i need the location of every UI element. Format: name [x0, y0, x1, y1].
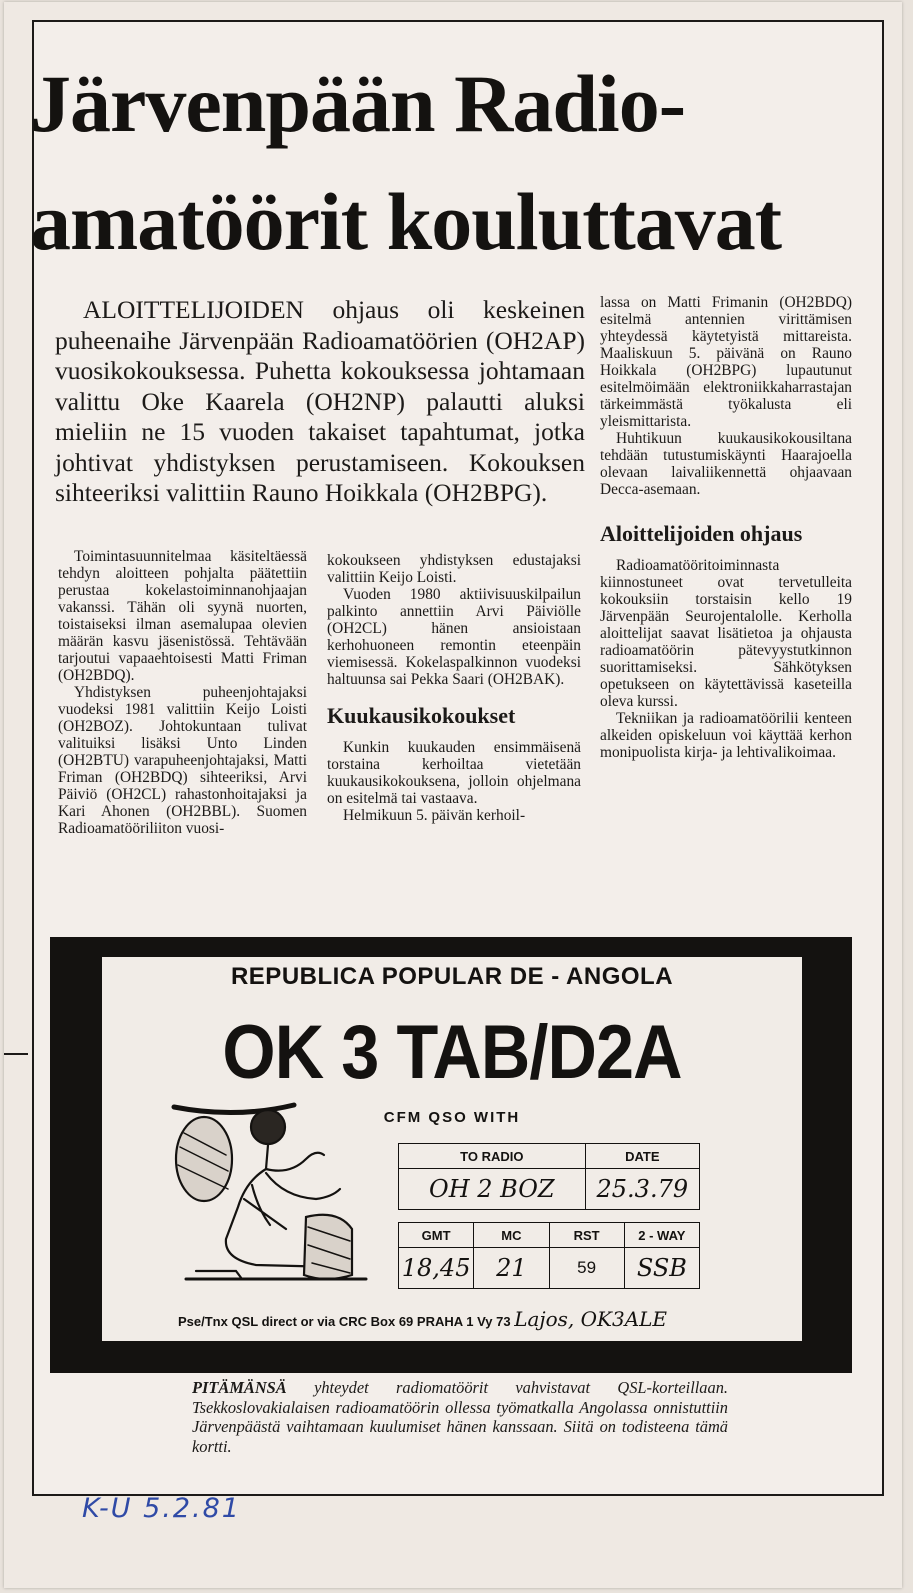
- headline-line-1: Järvenpään Radio-: [30, 58, 686, 149]
- column-3-paragraph-3: Radioamatööritoiminnasta kiinnostuneet ovat tervetulleita kokouksiin torstaisin kello 19 Järvenpään Seurojentalolle. Kerholla aloittelijat saavat lisätietoa ja ohjausta radioamatöörin pätevyystutkinnon suorittamiseksi. Sähkötyksen opetukseen on käytettävissä kaseteilla oleva kurssi.: [600, 557, 852, 710]
- qsl-callsign: OK 3 TAB/D2A: [222, 1010, 682, 1095]
- qsl-confirm-label: CFM QSO WITH: [383, 1109, 521, 1126]
- column-2-paragraph-4: Helmikuun 5. päivän kerhoil-: [343, 807, 526, 824]
- column-2: [327, 552, 581, 824]
- column-2-paragraph-1: kokoukseen yhdistyksen edustajaksi valittiin Keijo Loisti.: [327, 552, 581, 586]
- qsl-date-label: DATE: [585, 1144, 699, 1169]
- photo-caption: [192, 1378, 728, 1456]
- qsl-mc-value: 21: [474, 1248, 549, 1289]
- column-1-paragraph-1: Toimintasuunnitelmaa käsiteltäessä tehdyn aloitteen pohjalta päätettiin perustaa kokelastoiminnanohjaajan vakanssi. Tähän oli syynä nuorten, toistaiseksi ilman asemalupaa olevien määrän kasvu jäsenistössä. Tehtävään tarjoutui vapaaehtoisesti Matti Friman (OH2BDQ).: [58, 548, 307, 684]
- column-3: [600, 294, 852, 761]
- qsl-to-radio-label: TO RADIO: [399, 1144, 586, 1169]
- qsl-card: [102, 957, 802, 1341]
- column-2-paragraph-2: Vuoden 1980 aktiivisuuskilpailun palkinto annettiin Arvi Päiviölle (OH2CL) hänen ansioistaan kerhohuoneen remontin eteenpäin viemisessä. Kokelaspalkinnon vuodeksi haltuunsa sai Pekka Saari (OH2BAK).: [327, 586, 581, 688]
- qsl-2way-label: 2 - WAY: [624, 1223, 699, 1248]
- column-3-paragraph-4: Tekniikan ja radioamatöörilii kenteen alkeiden opiskeluun voi käyttää kerhon monipuolista kirja- ja lehtivalikoimaa.: [600, 710, 852, 761]
- margin-mark: [4, 1053, 28, 1055]
- column-2-paragraph-3: Kunkin kuukauden ensimmäisenä torstaina kerhoiltaa vietetään kuukausikokouksena, jolloin ohjelmana on esitelmä tai vastaava.: [327, 739, 581, 807]
- qsl-rst-value: 59: [549, 1248, 624, 1289]
- caption-text: yhteydet radiomatöörit vahvistavat QSL-korteillaan. Tsekkoslovakialaisen radioamatöörin ollessa työmatkalla Angolassa onnistuttiin Järvenpäästä vaihtamaan kuulumiset hänen kanssaan. Siitä on todisteena tämä kortti.: [192, 1378, 728, 1456]
- headline: [30, 45, 830, 281]
- qsl-card-photo: [50, 937, 852, 1373]
- drummer-illustration: [166, 1089, 376, 1289]
- qsl-2way-value: SSB: [624, 1248, 699, 1289]
- column-3-paragraph-2: Huhtikuun kuukausikokousiltana tehdään tutustumiskäynti Haarajoella olevaan laivaliikennettä ohjaavaan Decca-asemaan.: [600, 430, 852, 498]
- lead-paragraph: [55, 295, 585, 509]
- qsl-table-station: [398, 1143, 700, 1210]
- qsl-mc-label: MC: [474, 1223, 549, 1248]
- handwritten-source-note: K-U 5.2.81: [82, 1493, 241, 1524]
- qsl-table-report: [398, 1222, 700, 1289]
- column-3-paragraph-1: lassa on Matti Frimanin (OH2BDQ) esitelmä antennien virittämisen yhteydessä käytetyistä mittareista. Maaliskuun 5. päivänä on Rauno Hoikkala (OH2BPG) lupautunut esitelmöimään elektroniikkaharrastajan tärkeimmästä työkalusta eli yleismittarista.: [600, 294, 852, 430]
- qsl-date-value: 25.3.79: [585, 1169, 699, 1210]
- caption-lead-word: PITÄMÄNSÄ: [192, 1378, 287, 1397]
- qsl-signature: Lajos, OK3ALE: [514, 1307, 668, 1331]
- qsl-footer-text: Pse/Tnx QSL direct or via CRC Box 69 PRAHA 1 Vy 73: [178, 1314, 511, 1329]
- lead-text: ALOITTELIJOIDEN ohjaus oli keskeinen puheenaihe Järvenpään Radioamatöörien (OH2AP) vuosikokouksessa. Puhetta kokouksessa johtamaan valittu Oke Kaarela (OH2NP) palautti aluksi mieliin ne 15 vuoden takaiset tapahtumat, jotka johtivat yhdistyksen perustamiseen. Kokouksen sihteeriksi valittiin Rauno Hoikkala (OH2BPG).: [55, 295, 585, 507]
- column-1: [58, 548, 307, 837]
- subheading-kuukausikokoukset: Kuukausikokoukset: [327, 703, 516, 728]
- qsl-rst-label: RST: [549, 1223, 624, 1248]
- column-1-paragraph-2: Yhdistyksen puheenjohtajaksi vuodeksi 1981 valittiin Keijo Loisti (OH2BOZ). Johtokuntaan tulivat valituiksi lisäksi Unto Linden (OH2BTU) varapuheenjohtajaksi, Matti Friman (OH2BDQ) sihteeriksi, Arvi Päiviö (OH2CL) rahastonhoitajaksi ja Kari Ahonen (OH2BBL). Suomen Radioamatööriliiton vuosi-: [58, 684, 307, 837]
- qsl-footer: [178, 1307, 667, 1331]
- qsl-to-radio-value: OH 2 BOZ: [399, 1169, 586, 1210]
- subheading-aloittelijoiden-ohjaus: Aloittelijoiden ohjaus: [600, 521, 803, 546]
- headline-line-2: amatöörit kouluttavat: [30, 176, 782, 267]
- qsl-gmt-label: GMT: [399, 1223, 474, 1248]
- qsl-country: REPUBLICA POPULAR DE - ANGOLA: [230, 963, 674, 990]
- qsl-gmt-value: 18,45: [399, 1248, 474, 1289]
